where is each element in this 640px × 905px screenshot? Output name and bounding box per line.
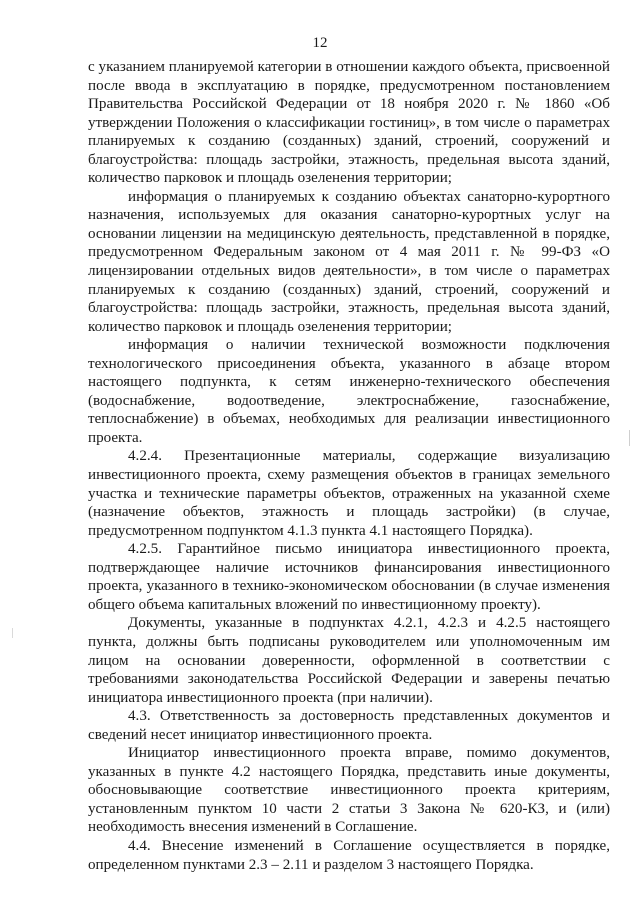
paragraph-documents-signing: Документы, указанные в подпунктах 4.2.1, 4.2.3 и 4.2.5 настоящего пункта, должны быть подписаны руководителем или уполномоченным им лицом на основании доверенности, оформленной в соответствии с требованиями законодательства Российской Федерации и заверены печатью инициатора инвестиционного проекта (при наличии). <box>88 615 610 706</box>
paragraph-hotel-category: с указанием планируемой категории в отношении каждого объекта, присвоенной после ввода в эксплуатацию в порядке, предусмотренном постановлением Правительства Российской Федерации от 18 ноября 2020 г. № 1860 «Об утверждении Положения о классификации гостиниц», в том числе о параметрах планируемых к созданию (созданных) зданий, строений, сооружений и благоустройства: площадь застройки, этажность, предельная высота зданий, количество парковок и площадь озеленения территории; <box>88 59 610 187</box>
paragraph-sanatorium-objects: информация о планируемых к созданию объектах санаторно-курортного назначения, используемых для оказания санаторно-курортных услуг на основании лицензии на медицинскую деятельность, представленной в порядке, предусмотренном Федеральным законом от 4 мая 2011 г. № 99-ФЗ «О лицензировании отдельных видов деятельности», в том числе о параметрах планируемых к созданию (созданных) зданий, строений, сооружений и благоустройства: площадь застройки, этажность, предельная высота зданий, количество парковок и площадь озеленения территории; <box>88 188 610 335</box>
page-number: 12 <box>312 35 328 51</box>
paragraph-4-4-amendments: 4.4. Внесение изменений в Соглашение осуществляется в порядке, определенном пунктами 2.3 – 2.11 и разделом 3 настоящего Порядка. <box>88 837 610 873</box>
scan-artifact-mark <box>629 430 630 446</box>
paragraph-4-2-5-guarantee-letter: 4.2.5. Гарантийное письмо инициатора инвестиционного проекта, подтверждающее наличие источников финансирования инвестиционного проекта, указанного в технико-экономическом обосновании (в случае изменения общего объема капитальных вложений по инвестиционному проекту). <box>88 541 610 613</box>
page-body <box>88 58 610 874</box>
paragraph-additional-documents: Инициатор инвестиционного проекта вправе, помимо документов, указанных в пункте 4.2 настоящего Порядка, представить иные документы, обосновывающие соответствие инвестиционного проекта критериям, установленным пунктом 10 части 2 статьи 3 Закона № 620-КЗ, и (или) необходимость внесения изменений в Соглашение. <box>88 745 610 836</box>
paragraph-4-3-responsibility: 4.3. Ответственность за достоверность представленных документов и сведений несет инициатор инвестиционного проекта. <box>88 708 610 743</box>
paragraph-technical-connection: информация о наличии технической возможности подключения технологического присоединения объекта, указанного в абзаце втором настоящего подпункта, к сетям инженерно-технического обеспечения (водоснабжение, водоотведение, электроснабжение, газоснабжение, теплоснабжение) в объемах, необходимых для реализации инвестиционного проекта. <box>88 337 610 446</box>
paragraph-4-2-4-presentation: 4.2.4. Презентационные материалы, содержащие визуализацию инвестиционного проекта, схему размещения объектов в границах земельного участка и технические параметры объектов, отраженных на указанной схеме (назначение объектов, этажность и площадь застройки) (в случае, предусмотренном подпунктом 4.1.3 пункта 4.1 настоящего Порядка). <box>88 448 610 539</box>
scan-artifact-mark <box>12 628 13 638</box>
